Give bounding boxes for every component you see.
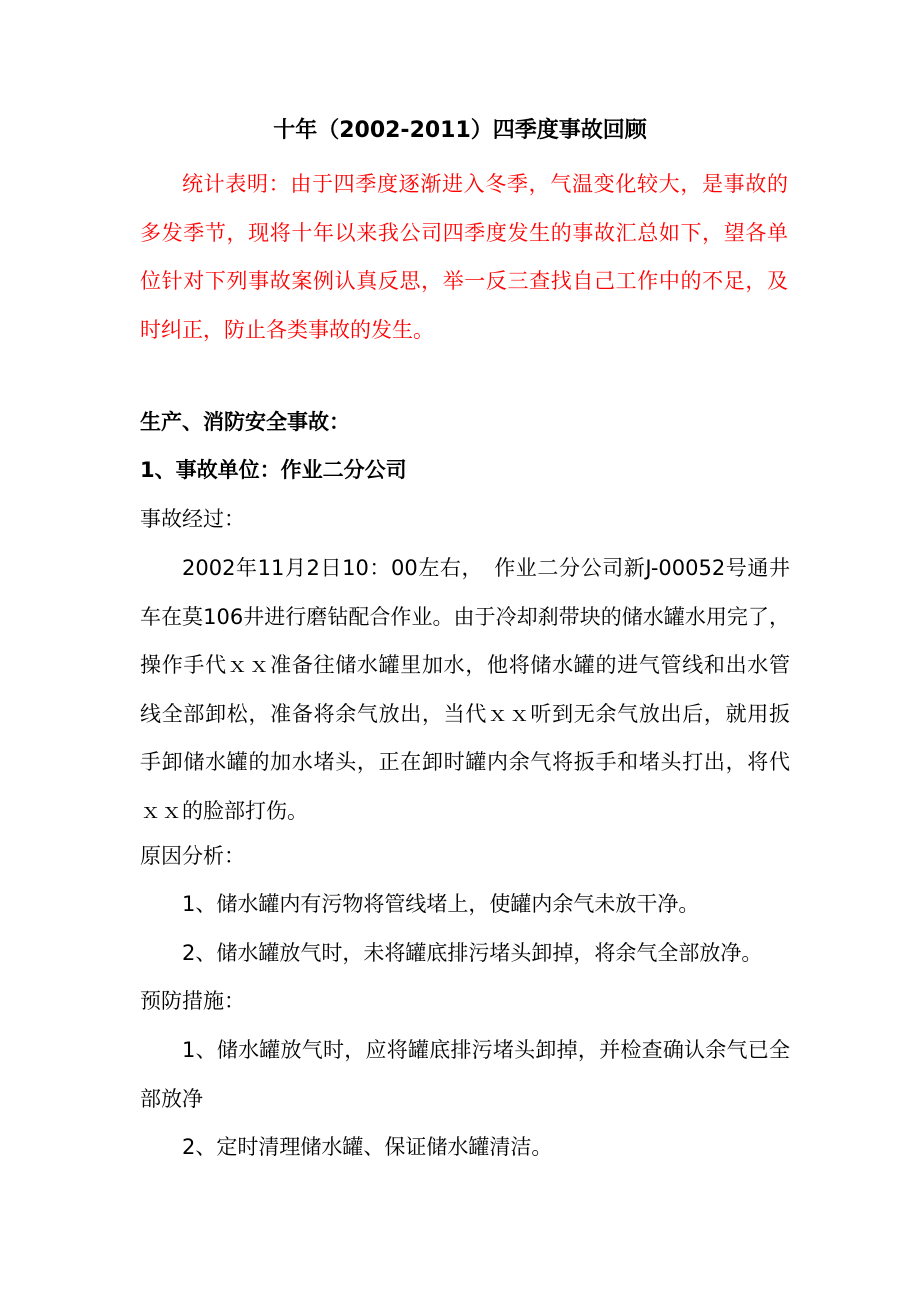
cause-item-1: 1、储水罐内有污物将管线堵上，使罐内余气未放干净。: [182, 892, 700, 916]
cause-label: 原因分析：: [140, 844, 245, 868]
prevention-item-2: 2、定时清理储水罐、保证储水罐清洁。: [182, 1135, 553, 1159]
process-paragraph: 2002年11月2日10：00左右， 作业二分公司新J-00052号通井车在莫106井进行磨钻配合作业。由于冷却刹带块的储水罐水用完了，操作手代ｘｘ准备往储水罐里加水，他将储水罐的进气管线和出水管线全部卸松，准备将余气放出，当代ｘｘ听到无余气放出后，就用扳手卸储水罐的加水堵头，正在卸时罐内余气将扳手和堵头打出，将代ｘｘ的脸部打伤。: [140, 556, 790, 823]
prevention-label: 预防措施：: [140, 989, 245, 1013]
document-title: 十年（2002-2011）四季度事故回顾: [273, 118, 647, 143]
section-heading: 生产、消防安全事故：: [140, 410, 350, 434]
intro-paragraph: 统计表明：由于四季度逐渐进入冬季，气温变化较大，是事故的多发季节，现将十年以来我公司四季度发生的事故汇总如下，望各单位针对下列事故案例认真反思，举一反三查找自己工作中的不足，及时纠正，防止各类事故的发生。: [140, 172, 788, 342]
cause-item-2: 2、储水罐放气时，未将罐底排污堵头卸掉，将余气全部放净。: [182, 941, 763, 965]
process-label: 事故经过：: [140, 507, 245, 531]
case-heading: 1、事故单位：作业二分公司: [140, 458, 407, 482]
prevention-item-1: 1、储水罐放气时，应将罐底排污堵头卸掉，并检查确认余气已全部放净: [140, 1038, 790, 1111]
